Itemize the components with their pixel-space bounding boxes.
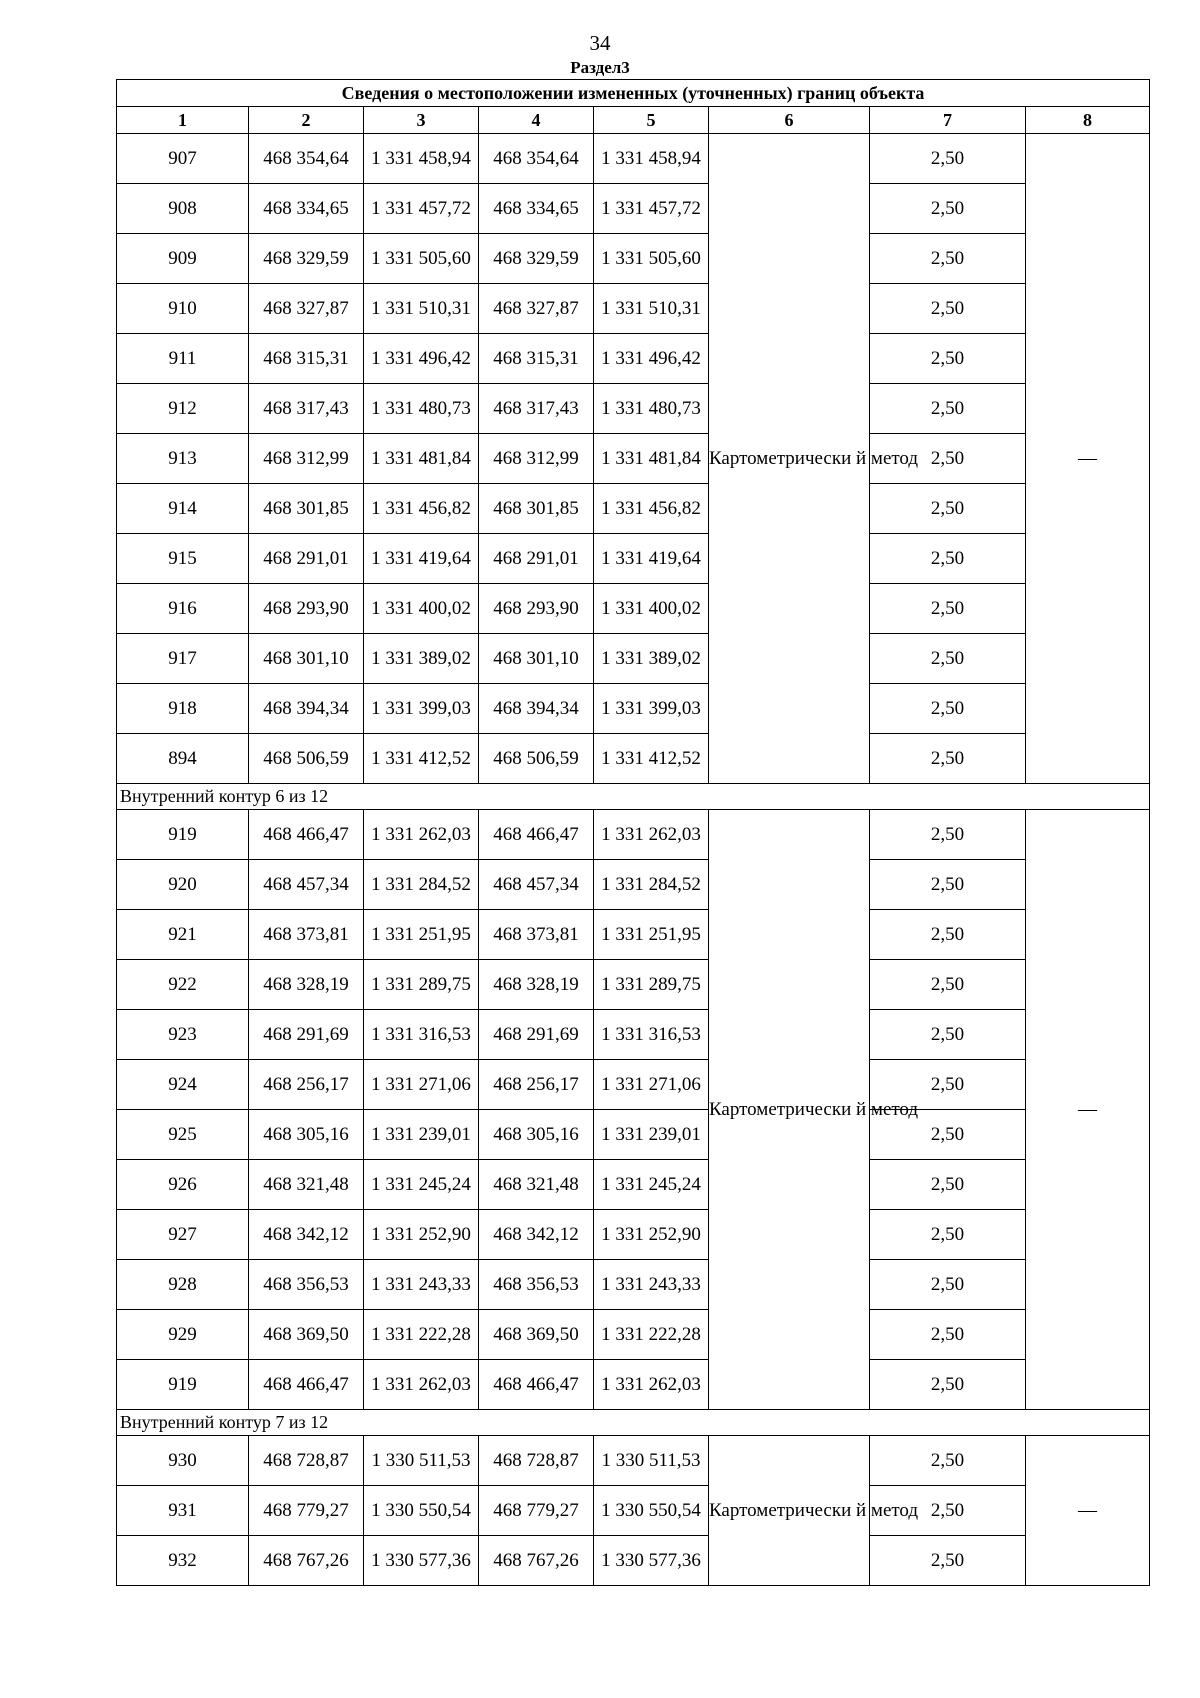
- x-existing-cell: 468 356,53: [249, 1260, 364, 1310]
- point-number-cell: 932: [117, 1536, 249, 1586]
- y-new-cell: 1 331 510,31: [594, 284, 709, 334]
- accuracy-cell: 2,50: [870, 1210, 1026, 1260]
- x-new-cell: 468 293,90: [479, 584, 594, 634]
- page-number: 34: [589, 31, 611, 55]
- y-new-cell: 1 331 245,24: [594, 1160, 709, 1210]
- y-existing-cell: 1 331 480,73: [364, 384, 479, 434]
- point-number-cell: 927: [117, 1210, 249, 1260]
- table-row: [117, 584, 1150, 634]
- y-new-cell: 1 331 496,42: [594, 334, 709, 384]
- method-cell: Картометрически й метод: [709, 134, 870, 784]
- x-existing-cell: 468 305,16: [249, 1110, 364, 1160]
- accuracy-cell: 2,50: [870, 1260, 1026, 1310]
- y-existing-cell: 1 331 262,03: [364, 810, 479, 860]
- x-existing-cell: 468 506,59: [249, 734, 364, 784]
- table-row: [117, 134, 1150, 184]
- table-row: [117, 1110, 1150, 1160]
- y-existing-cell: 1 331 252,90: [364, 1210, 479, 1260]
- point-number-cell: 922: [117, 960, 249, 1010]
- contour-label: Внутренний контур 7 из 12: [117, 1410, 1150, 1436]
- table-row: [117, 284, 1150, 334]
- y-existing-cell: 1 331 412,52: [364, 734, 479, 784]
- y-existing-cell: 1 331 419,64: [364, 534, 479, 584]
- point-number-cell: 918: [117, 684, 249, 734]
- x-existing-cell: 468 327,87: [249, 284, 364, 334]
- x-new-cell: 468 373,81: [479, 910, 594, 960]
- y-existing-cell: 1 331 389,02: [364, 634, 479, 684]
- y-existing-cell: 1 331 245,24: [364, 1160, 479, 1210]
- column-number: 3: [364, 107, 479, 134]
- x-new-cell: 468 728,87: [479, 1436, 594, 1486]
- table-row: [117, 910, 1150, 960]
- column-number: 2: [249, 107, 364, 134]
- y-new-cell: 1 331 262,03: [594, 810, 709, 860]
- table-row: [117, 960, 1150, 1010]
- x-new-cell: 468 354,64: [479, 134, 594, 184]
- point-number-cell: 913: [117, 434, 249, 484]
- accuracy-cell: 2,50: [870, 584, 1026, 634]
- column-number: 7: [870, 107, 1026, 134]
- accuracy-cell: 2,50: [870, 434, 1026, 484]
- accuracy-cell: 2,50: [870, 334, 1026, 384]
- table-row: [117, 484, 1150, 534]
- x-existing-cell: 468 293,90: [249, 584, 364, 634]
- y-new-cell: 1 331 222,28: [594, 1310, 709, 1360]
- point-number-cell: 928: [117, 1260, 249, 1310]
- x-new-cell: 468 291,69: [479, 1010, 594, 1060]
- accuracy-cell: 2,50: [870, 1060, 1026, 1110]
- x-new-cell: 468 466,47: [479, 1360, 594, 1410]
- note-cell: —: [1026, 810, 1150, 1410]
- accuracy-cell: 2,50: [870, 960, 1026, 1010]
- table-row: [117, 334, 1150, 384]
- x-new-cell: 468 317,43: [479, 384, 594, 434]
- method-cell: Картометрически й метод: [709, 810, 870, 1410]
- x-new-cell: 468 506,59: [479, 734, 594, 784]
- x-existing-cell: 468 312,99: [249, 434, 364, 484]
- x-existing-cell: 468 256,17: [249, 1060, 364, 1110]
- accuracy-cell: 2,50: [870, 1360, 1026, 1410]
- x-existing-cell: 468 301,85: [249, 484, 364, 534]
- y-existing-cell: 1 330 577,36: [364, 1536, 479, 1586]
- y-existing-cell: 1 331 271,06: [364, 1060, 479, 1110]
- accuracy-cell: 2,50: [870, 484, 1026, 534]
- x-new-cell: 468 369,50: [479, 1310, 594, 1360]
- y-existing-cell: 1 330 511,53: [364, 1436, 479, 1486]
- x-new-cell: 468 334,65: [479, 184, 594, 234]
- y-existing-cell: 1 331 289,75: [364, 960, 479, 1010]
- y-existing-cell: 1 331 458,94: [364, 134, 479, 184]
- y-new-cell: 1 331 284,52: [594, 860, 709, 910]
- x-new-cell: 468 301,85: [479, 484, 594, 534]
- x-new-cell: 468 301,10: [479, 634, 594, 684]
- point-number-cell: 911: [117, 334, 249, 384]
- x-existing-cell: 468 317,43: [249, 384, 364, 434]
- y-existing-cell: 1 331 400,02: [364, 584, 479, 634]
- x-new-cell: 468 767,26: [479, 1536, 594, 1586]
- y-existing-cell: 1 331 239,01: [364, 1110, 479, 1160]
- table-row: [117, 1210, 1150, 1260]
- accuracy-cell: 2,50: [870, 384, 1026, 434]
- table-row: [117, 810, 1150, 860]
- x-new-cell: 468 315,31: [479, 334, 594, 384]
- x-new-cell: 468 394,34: [479, 684, 594, 734]
- accuracy-cell: 2,50: [870, 184, 1026, 234]
- table-body: [117, 134, 1150, 1586]
- point-number-cell: 919: [117, 810, 249, 860]
- point-number-cell: 930: [117, 1436, 249, 1486]
- accuracy-cell: 2,50: [870, 1110, 1026, 1160]
- x-existing-cell: 468 334,65: [249, 184, 364, 234]
- y-existing-cell: 1 331 251,95: [364, 910, 479, 960]
- y-new-cell: 1 331 458,94: [594, 134, 709, 184]
- point-number-cell: 910: [117, 284, 249, 334]
- y-new-cell: 1 330 577,36: [594, 1536, 709, 1586]
- y-new-cell: 1 331 457,72: [594, 184, 709, 234]
- x-new-cell: 468 342,12: [479, 1210, 594, 1260]
- y-existing-cell: 1 331 399,03: [364, 684, 479, 734]
- coordinates-table: [116, 79, 1150, 1586]
- y-new-cell: 1 331 239,01: [594, 1110, 709, 1160]
- accuracy-cell: 2,50: [870, 810, 1026, 860]
- y-new-cell: 1 331 400,02: [594, 584, 709, 634]
- y-new-cell: 1 331 262,03: [594, 1360, 709, 1410]
- point-number-cell: 894: [117, 734, 249, 784]
- point-number-cell: 917: [117, 634, 249, 684]
- column-number: 8: [1026, 107, 1150, 134]
- x-new-cell: 468 329,59: [479, 234, 594, 284]
- x-new-cell: 468 779,27: [479, 1486, 594, 1536]
- y-new-cell: 1 331 456,82: [594, 484, 709, 534]
- y-new-cell: 1 331 505,60: [594, 234, 709, 284]
- y-existing-cell: 1 330 550,54: [364, 1486, 479, 1536]
- x-existing-cell: 468 315,31: [249, 334, 364, 384]
- point-number-cell: 925: [117, 1110, 249, 1160]
- y-new-cell: 1 331 289,75: [594, 960, 709, 1010]
- point-number-cell: 931: [117, 1486, 249, 1536]
- contour-row: [117, 1410, 1150, 1436]
- table-row: [117, 1486, 1150, 1536]
- contour-label: Внутренний контур 6 из 12: [117, 784, 1150, 810]
- x-new-cell: 468 328,19: [479, 960, 594, 1010]
- x-existing-cell: 468 329,59: [249, 234, 364, 284]
- x-new-cell: 468 312,99: [479, 434, 594, 484]
- accuracy-cell: 2,50: [870, 284, 1026, 334]
- y-existing-cell: 1 331 316,53: [364, 1010, 479, 1060]
- accuracy-cell: 2,50: [870, 234, 1026, 284]
- table-row: [117, 384, 1150, 434]
- x-existing-cell: 468 373,81: [249, 910, 364, 960]
- table-row: [117, 1310, 1150, 1360]
- accuracy-cell: 2,50: [870, 1310, 1026, 1360]
- table-row: [117, 184, 1150, 234]
- section-label: Раздел3: [570, 58, 630, 77]
- accuracy-cell: 2,50: [870, 684, 1026, 734]
- x-existing-cell: 468 328,19: [249, 960, 364, 1010]
- x-existing-cell: 468 321,48: [249, 1160, 364, 1210]
- point-number-cell: 912: [117, 384, 249, 434]
- x-existing-cell: 468 767,26: [249, 1536, 364, 1586]
- y-new-cell: 1 331 399,03: [594, 684, 709, 734]
- table-row: [117, 634, 1150, 684]
- y-new-cell: 1 331 252,90: [594, 1210, 709, 1260]
- column-number: 4: [479, 107, 594, 134]
- x-existing-cell: 468 342,12: [249, 1210, 364, 1260]
- x-existing-cell: 468 291,01: [249, 534, 364, 584]
- x-new-cell: 468 356,53: [479, 1260, 594, 1310]
- y-existing-cell: 1 331 243,33: [364, 1260, 479, 1310]
- point-number-cell: 923: [117, 1010, 249, 1060]
- x-new-cell: 468 466,47: [479, 810, 594, 860]
- x-existing-cell: 468 394,34: [249, 684, 364, 734]
- accuracy-cell: 2,50: [870, 1010, 1026, 1060]
- point-number-cell: 915: [117, 534, 249, 584]
- point-number-cell: 919: [117, 1360, 249, 1410]
- accuracy-cell: 2,50: [870, 1436, 1026, 1486]
- table-row: [117, 860, 1150, 910]
- accuracy-cell: 2,50: [870, 1486, 1026, 1536]
- y-new-cell: 1 330 511,53: [594, 1436, 709, 1486]
- y-new-cell: 1 331 243,33: [594, 1260, 709, 1310]
- y-existing-cell: 1 331 222,28: [364, 1310, 479, 1360]
- accuracy-cell: 2,50: [870, 860, 1026, 910]
- table-row: [117, 1160, 1150, 1210]
- table-row: [117, 534, 1150, 584]
- table-title: Сведения о местоположении измененных (уточненных) границ объекта: [117, 80, 1150, 107]
- table-row: [117, 234, 1150, 284]
- table-row: [117, 1060, 1150, 1110]
- y-existing-cell: 1 331 481,84: [364, 434, 479, 484]
- point-number-cell: 920: [117, 860, 249, 910]
- point-number-cell: 926: [117, 1160, 249, 1210]
- accuracy-cell: 2,50: [870, 1536, 1026, 1586]
- x-existing-cell: 468 779,27: [249, 1486, 364, 1536]
- y-existing-cell: 1 331 496,42: [364, 334, 479, 384]
- point-number-cell: 924: [117, 1060, 249, 1110]
- table-row: [117, 1536, 1150, 1586]
- point-number-cell: 921: [117, 910, 249, 960]
- point-number-cell: 908: [117, 184, 249, 234]
- table-row: [117, 1260, 1150, 1310]
- accuracy-cell: 2,50: [870, 134, 1026, 184]
- y-new-cell: 1 331 389,02: [594, 634, 709, 684]
- column-number: 1: [117, 107, 249, 134]
- point-number-cell: 914: [117, 484, 249, 534]
- table-row: [117, 434, 1150, 484]
- x-existing-cell: 468 354,64: [249, 134, 364, 184]
- y-new-cell: 1 331 419,64: [594, 534, 709, 584]
- x-new-cell: 468 305,16: [479, 1110, 594, 1160]
- table-row: [117, 1010, 1150, 1060]
- y-new-cell: 1 331 251,95: [594, 910, 709, 960]
- x-new-cell: 468 256,17: [479, 1060, 594, 1110]
- y-new-cell: 1 331 412,52: [594, 734, 709, 784]
- y-existing-cell: 1 331 505,60: [364, 234, 479, 284]
- accuracy-cell: 2,50: [870, 910, 1026, 960]
- table-row: [117, 734, 1150, 784]
- y-existing-cell: 1 331 284,52: [364, 860, 479, 910]
- x-new-cell: 468 291,01: [479, 534, 594, 584]
- note-cell: —: [1026, 134, 1150, 784]
- x-existing-cell: 468 301,10: [249, 634, 364, 684]
- y-new-cell: 1 331 316,53: [594, 1010, 709, 1060]
- table-row: [117, 684, 1150, 734]
- x-new-cell: 468 457,34: [479, 860, 594, 910]
- point-number-cell: 909: [117, 234, 249, 284]
- x-new-cell: 468 327,87: [479, 284, 594, 334]
- x-existing-cell: 468 466,47: [249, 810, 364, 860]
- point-number-cell: 916: [117, 584, 249, 634]
- y-new-cell: 1 331 271,06: [594, 1060, 709, 1110]
- accuracy-cell: 2,50: [870, 1160, 1026, 1210]
- y-existing-cell: 1 331 262,03: [364, 1360, 479, 1410]
- x-existing-cell: 468 466,47: [249, 1360, 364, 1410]
- column-number: 5: [594, 107, 709, 134]
- point-number-cell: 929: [117, 1310, 249, 1360]
- accuracy-cell: 2,50: [870, 734, 1026, 784]
- x-new-cell: 468 321,48: [479, 1160, 594, 1210]
- y-new-cell: 1 330 550,54: [594, 1486, 709, 1536]
- y-existing-cell: 1 331 510,31: [364, 284, 479, 334]
- accuracy-cell: 2,50: [870, 634, 1026, 684]
- x-existing-cell: 468 369,50: [249, 1310, 364, 1360]
- table-row: [117, 1436, 1150, 1486]
- x-existing-cell: 468 728,87: [249, 1436, 364, 1486]
- x-existing-cell: 468 291,69: [249, 1010, 364, 1060]
- accuracy-cell: 2,50: [870, 534, 1026, 584]
- point-number-cell: 907: [117, 134, 249, 184]
- y-existing-cell: 1 331 457,72: [364, 184, 479, 234]
- y-new-cell: 1 331 480,73: [594, 384, 709, 434]
- x-existing-cell: 468 457,34: [249, 860, 364, 910]
- method-cell: Картометрически й метод: [709, 1436, 870, 1586]
- contour-row: [117, 784, 1150, 810]
- y-existing-cell: 1 331 456,82: [364, 484, 479, 534]
- note-cell: —: [1026, 1436, 1150, 1586]
- table-row: [117, 1360, 1150, 1410]
- column-number: 6: [709, 107, 870, 134]
- y-new-cell: 1 331 481,84: [594, 434, 709, 484]
